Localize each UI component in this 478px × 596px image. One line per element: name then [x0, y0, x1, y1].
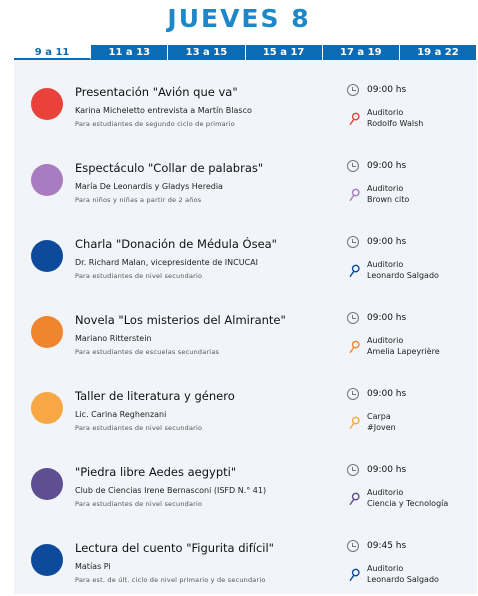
event-title: "Piedra libre Aedes aegypti" [75, 465, 237, 479]
clock-icon [347, 160, 359, 172]
event-venue [367, 184, 409, 205]
event-title: Taller de literatura y género [75, 389, 235, 403]
map-pin-icon [347, 567, 361, 583]
tab-9-a-11[interactable]: 9 a 11 [14, 45, 91, 60]
event-audience: Para estudiantes de segundo ciclo de primario [75, 120, 235, 128]
event-people: Mariano Ritterstein [75, 334, 152, 343]
event-item[interactable] [14, 444, 477, 520]
venue-line-2: Leonardo Salgado [367, 270, 439, 280]
tab-11-a-13[interactable]: 11 a 13 [91, 45, 168, 60]
venue-line-2: Leonardo Salgado [367, 574, 439, 584]
map-pin-icon [347, 491, 361, 507]
tab-15-a-17[interactable]: 15 a 17 [246, 45, 323, 60]
event-audience: Para estudiantes de nivel secundario [75, 424, 203, 432]
venue-line-2: #Joven [367, 422, 396, 432]
event-item[interactable] [14, 368, 477, 444]
event-venue [367, 108, 423, 129]
map-pin-icon [347, 339, 361, 355]
category-dot [31, 392, 63, 424]
venue-line-1: Auditorio [367, 108, 404, 117]
event-audience: Para niños y niñas a partir de 2 años [75, 196, 202, 204]
venue-line-1: Carpa [367, 412, 391, 421]
event-people: Matías Pi [75, 562, 111, 571]
category-dot [31, 468, 63, 500]
event-title: Espectáculo "Collar de palabras" [75, 161, 264, 175]
venue-line-1: Auditorio [367, 564, 404, 573]
event-venue [367, 260, 439, 281]
event-item[interactable] [14, 216, 477, 292]
clock-icon [347, 84, 359, 96]
event-audience: Para est. de últ. ciclo de nivel primario y de secundario [75, 576, 266, 584]
event-people: Lic. Carina Reghenzani [75, 410, 167, 419]
page-title: JUEVES 8 [167, 4, 311, 33]
event-venue [367, 564, 439, 585]
tab-13-a-15[interactable]: 13 a 15 [168, 45, 245, 60]
event-time: 09:00 hs [367, 313, 407, 323]
venue-line-2: Rodolfo Walsh [367, 118, 424, 128]
time-tabs [14, 45, 477, 60]
venue-line-1: Auditorio [367, 260, 404, 269]
event-people: Dr. Richard Malan, vicepresidente de INCUCAI [75, 258, 259, 267]
event-time: 09:00 hs [367, 465, 407, 475]
event-time: 09:45 hs [367, 541, 407, 551]
venue-line-2: Brown cito [367, 194, 410, 204]
event-people: Club de Ciencias Irene Bernasconi (ISFD N.° 41) [75, 486, 267, 495]
event-title: Novela "Los misterios del Almirante" [75, 313, 286, 327]
event-venue [367, 412, 396, 433]
clock-icon [347, 312, 359, 324]
venue-line-2: Ciencia y Tecnología [367, 498, 449, 508]
tab-17-a-19[interactable]: 17 a 19 [323, 45, 400, 60]
event-audience: Para estudiantes de nivel secundario [75, 272, 203, 280]
category-dot [31, 240, 63, 272]
event-audience: Para estudiantes de escuelas secundarias [75, 348, 220, 356]
event-time: 09:00 hs [367, 161, 407, 171]
clock-icon [347, 540, 359, 552]
event-venue [367, 336, 440, 357]
event-item[interactable] [14, 64, 477, 140]
map-pin-icon [347, 263, 361, 279]
category-dot [31, 164, 63, 196]
event-audience: Para estudiantes de nivel secundario [75, 500, 203, 508]
map-pin-icon [347, 111, 361, 127]
clock-icon [347, 236, 359, 248]
event-time: 09:00 hs [367, 85, 407, 95]
tab-19-a-22[interactable]: 19 a 22 [400, 45, 477, 60]
event-title: Charla "Donación de Médula Ósea" [75, 237, 277, 251]
events-panel [14, 60, 477, 594]
clock-icon [347, 464, 359, 476]
event-item[interactable] [14, 140, 477, 216]
event-title: Lectura del cuento "Figurita difícil" [75, 541, 274, 555]
event-people: María De Leonardis y Gladys Heredia [75, 182, 223, 191]
clock-icon [347, 388, 359, 400]
venue-line-1: Auditorio [367, 488, 404, 497]
map-pin-icon [347, 415, 361, 431]
event-time: 09:00 hs [367, 237, 407, 247]
event-item[interactable] [14, 292, 477, 368]
event-item[interactable] [14, 520, 477, 596]
category-dot [31, 544, 63, 576]
map-pin-icon [347, 187, 361, 203]
venue-line-1: Auditorio [367, 336, 404, 345]
event-venue [367, 488, 448, 509]
category-dot [31, 316, 63, 348]
event-time: 09:00 hs [367, 389, 407, 399]
event-people: Karina Micheletto entrevista a Martín Blasco [75, 106, 252, 115]
event-title: Presentación "Avión que va" [75, 85, 238, 99]
category-dot [31, 88, 63, 120]
venue-line-2: Amelia Lapeyrière [367, 346, 440, 356]
venue-line-1: Auditorio [367, 184, 404, 193]
